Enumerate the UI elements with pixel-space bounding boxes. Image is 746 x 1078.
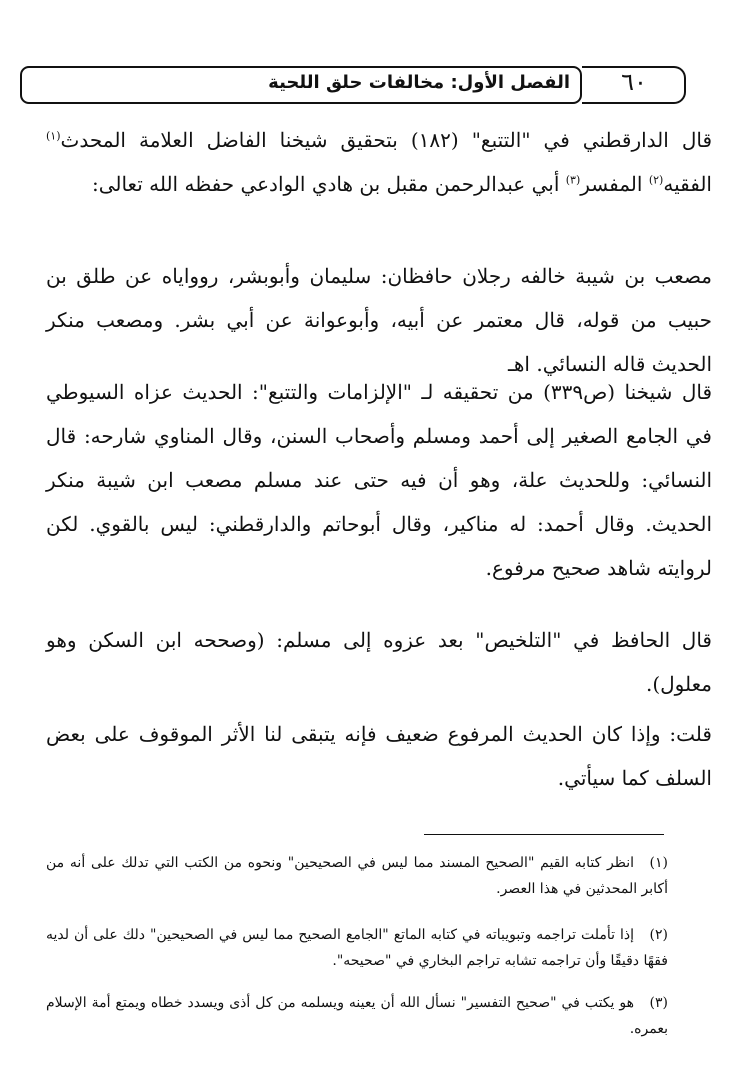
footnote-3 [46,990,668,1042]
paragraph-1-text-a: قال الدارقطني في "التتبع" (١٨٢) بتحقيق شيخنا الفاضل العلامة المحدث [60,128,713,152]
paragraph-1 [46,118,712,206]
footnote-separator [424,834,664,835]
chapter-title: الفصل الأول: مخالفات حلق اللحية [268,72,570,93]
paragraph-5: قلت: وإذا كان الحديث المرفوع ضعيف فإنه يتبقى لنا الأثر الموقوف على بعض السلف كما سيأتي. [46,722,712,790]
chapter-header-bar [20,66,582,104]
paragraph-4: قال الحافظ في "التلخيص" بعد عزوه إلى مسلم: (وصححه ابن السكن وهو معلول). [46,628,712,696]
footnote-2 [46,922,668,974]
paragraph-1-text-b: الفقيه [663,172,712,196]
footnote-marker-2: (٢) [648,173,664,187]
paragraph-2: مصعب بن شيبة خالفه رجلان حافظان: سليمان وأبوبشر، روواياه عن طلق بن حبيب من قوله، قال معتمر عن أبيه، وأبوعوانة عن أبي بشر. ومصعب منكر الحديث قاله النسائي. اهـ [46,264,712,376]
footnote-1-number: (١) [649,855,668,871]
paragraph-3: قال شيخنا (ص٣٣٩) من تحقيقه لـ "الإلزامات والتتبع": الحديث عزاه السيوطي في الجامع الصغير إلى أحمد ومسلم وأصحاب السنن، وقال المناوي شارحه: قال النسائي: وللحديث علة، وهو أن فيه حتى عند مسلم مصعب ابن شيبة منكر الحديث. وقال أحمد: له مناكير، وقال أبوحاتم والدارقطني: ليس بالقوي. لكن لروايته شاهد صحيح مرفوع. [46,380,713,580]
paragraph-1-text-d: أبي عبدالرحمن مقبل بن هادي الوادعي حفظه الله تعالى: [91,172,566,196]
paragraph-1-text-c: المفسر [580,172,649,196]
footnote-3-text: هو يكتب في "صحيح التفسير" نسأل الله أن يعينه ويسلمه من كل أذى ويسدد خطاه ويمتع أمة الإسلام بعمره. [46,995,668,1037]
footnote-1 [46,850,668,902]
footnote-1-text: انظر كتابه القيم "الصحيح المسند مما ليس في الصحيحين" ونحوه من الكتب التي تدلك على أنه من أكابر المحدثين في هذا العصر. [46,855,668,897]
page-number-tab [582,66,686,104]
footnote-2-number: (٢) [649,927,668,943]
footnote-marker-1: (١) [46,129,61,143]
footnote-marker-3: (٣) [565,173,581,187]
footnote-2-text: إذا تأملت تراجمه وتبويباته في كتابه الماتع "الجامع الصحيح مما ليس في الصحيحين" دلك على أن لديه فقهًا دقيقًا وأن تراجمه تشابه تراجم البخاري في "صحيحه". [46,927,668,969]
footnote-3-number: (٣) [649,995,668,1011]
page-number: ٦٠ [621,68,647,96]
